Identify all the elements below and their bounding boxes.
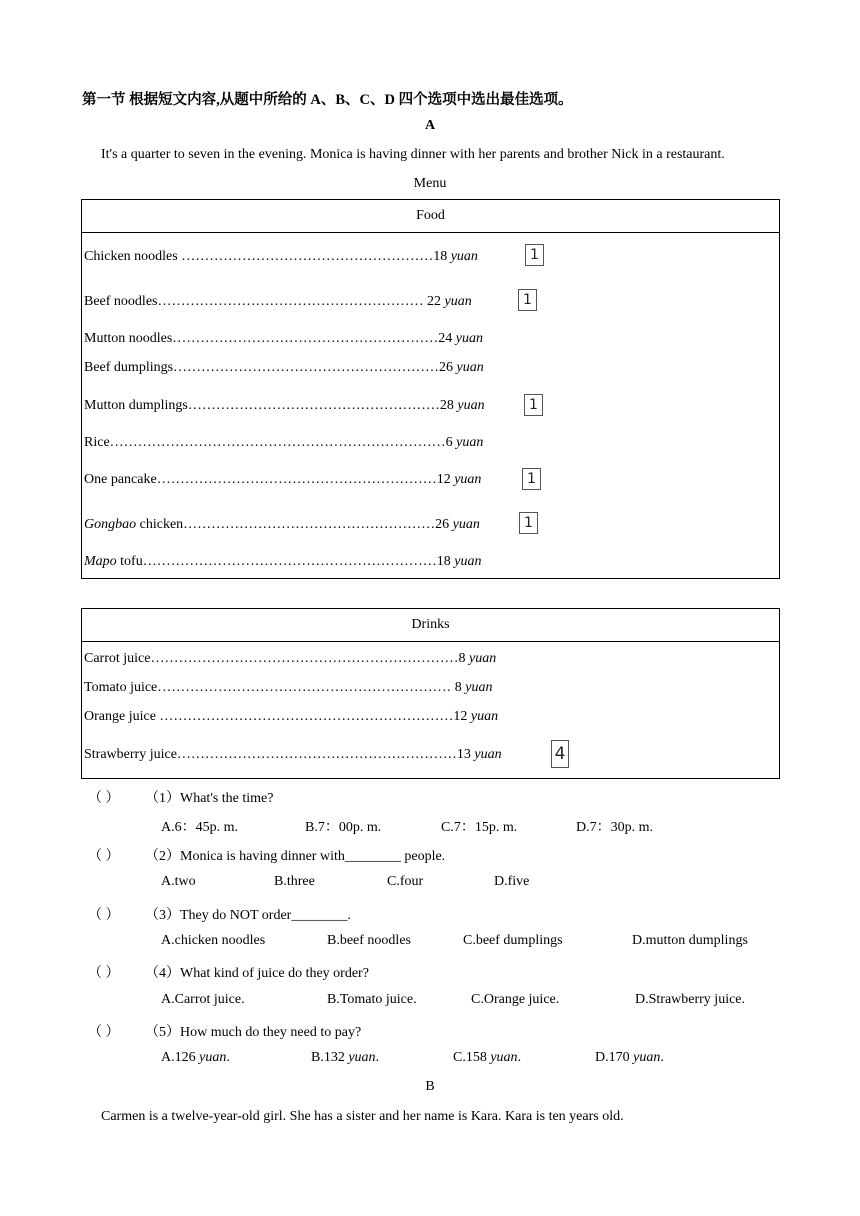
option-d[interactable]: D.mutton dumplings xyxy=(632,933,748,948)
option-c[interactable]: C.7：15p. m. xyxy=(441,820,518,835)
order-count-box: 1 xyxy=(525,244,544,266)
answer-blank[interactable]: （ ） xyxy=(88,966,120,981)
option-a[interactable]: A.chicken noodles xyxy=(161,933,266,948)
passage-a-label: A xyxy=(424,118,436,133)
section-heading: 第一节 根据短文内容,从题中所给的 A、B、C、D 四个选项中选出最佳选项。 xyxy=(82,92,573,108)
option-a[interactable]: A.6：45p. m. xyxy=(161,820,238,835)
option-c[interactable]: C.beef dumplings xyxy=(463,933,563,948)
menu-item: Gongbao chicken………………………………………………26 yuan xyxy=(84,517,480,532)
answer-blank[interactable]: （ ） xyxy=(88,791,120,806)
menu-item: Tomato juice……………………………………………………… 8 yuan xyxy=(84,680,493,695)
food-header: Food xyxy=(82,200,779,233)
question-text: （3）They do NOT order________. xyxy=(145,908,351,923)
menu-item: One pancake……………………………………………………12 yuan xyxy=(84,472,482,487)
answer-blank[interactable]: （ ） xyxy=(88,1025,120,1040)
option-a[interactable]: A.126 yuan. xyxy=(161,1050,230,1065)
question-text: （4）What kind of juice do they order? xyxy=(145,966,369,981)
menu-item: Orange juice ………………………………………………………12 yuan xyxy=(84,709,499,724)
option-b[interactable]: B.Tomato juice. xyxy=(327,992,417,1007)
order-count-box: 1 xyxy=(524,394,543,416)
drinks-table xyxy=(81,608,780,779)
passage-b-label: B xyxy=(425,1079,435,1094)
question-text: （5）How much do they need to pay? xyxy=(145,1025,362,1040)
answer-blank[interactable]: （ ） xyxy=(88,908,120,923)
option-b[interactable]: B.7：00p. m. xyxy=(305,820,382,835)
question-text: （2）Monica is having dinner with________ people. xyxy=(145,849,446,864)
menu-item: Rice………………………………………………………………6 yuan xyxy=(84,435,484,450)
option-b[interactable]: B.beef noodles xyxy=(327,933,411,948)
option-a[interactable]: A.Carrot juice. xyxy=(161,992,245,1007)
option-b[interactable]: B.three xyxy=(274,874,315,889)
passage-a-intro: It's a quarter to seven in the evening. Monica is having dinner with her parents and brother Nick in a restaurant. xyxy=(101,147,725,162)
menu-item: Mapo tofu………………………………………………………18 yuan xyxy=(84,554,482,569)
option-d[interactable]: D.7：30p. m. xyxy=(576,820,653,835)
option-b[interactable]: B.132 yuan. xyxy=(311,1050,380,1065)
menu-title: Menu xyxy=(413,176,447,191)
option-d[interactable]: D.170 yuan. xyxy=(595,1050,664,1065)
menu-item: Chicken noodles ………………………………………………18 yuan xyxy=(84,249,478,264)
drinks-header: Drinks xyxy=(82,609,779,642)
food-table xyxy=(81,199,780,579)
question-text: （1）What's the time? xyxy=(145,791,274,806)
menu-item: Strawberry juice……………………………………………………13 yuan xyxy=(84,747,502,762)
menu-item: Beef noodles………………………………………………… 22 yuan xyxy=(84,294,472,309)
menu-item: Mutton noodles…………………………………………………24 yuan xyxy=(84,331,483,346)
menu-item: Carrot juice…………………………………………………………8 yuan xyxy=(84,651,497,666)
option-d[interactable]: D.five xyxy=(494,874,530,889)
passage-b-intro: Carmen is a twelve-year-old girl. She has a sister and her name is Kara. Kara is ten years old. xyxy=(101,1109,624,1124)
option-c[interactable]: C.158 yuan. xyxy=(453,1050,522,1065)
answer-blank[interactable]: （ ） xyxy=(88,849,120,864)
order-count-box: 1 xyxy=(519,512,538,534)
option-d[interactable]: D.Strawberry juice. xyxy=(635,992,746,1007)
order-count-box: 1 xyxy=(518,289,537,311)
order-count-box: 4 xyxy=(551,740,569,768)
menu-item: Mutton dumplings………………………………………………28 yuan xyxy=(84,398,485,413)
option-a[interactable]: A.two xyxy=(161,874,196,889)
order-count-box: 1 xyxy=(522,468,541,490)
menu-item: Beef dumplings…………………………………………………26 yuan xyxy=(84,360,484,375)
option-c[interactable]: C.Orange juice. xyxy=(471,992,560,1007)
option-c[interactable]: C.four xyxy=(387,874,424,889)
